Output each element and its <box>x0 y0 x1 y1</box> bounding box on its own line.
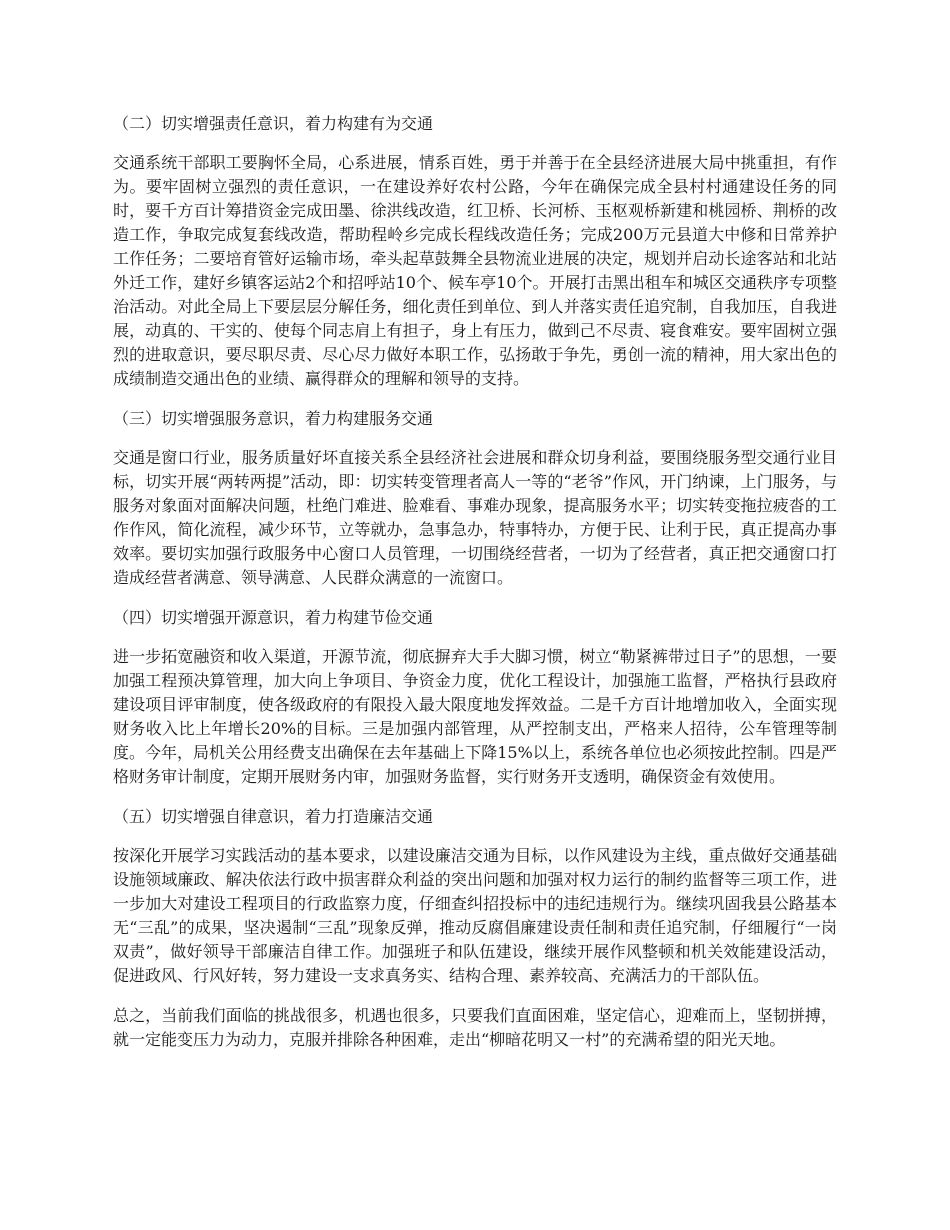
body-paragraph: 进一步拓宽融资和收入渠道，开源节流，彻底摒弃大手大脚习惯，树立“勒紧裤带过日子”的思想，一要加强工程预决算管理，加大向上争项目、争资金力度，优化工程设计，加强施工监督，严格执行县政府建设项目评审制度，使各级政府的有限投入最大限度地发挥效益。二是千方百计地增加收入，全面实现财务收入比上年增长20%的目标。三是加强内部管理，从严控制支出，严格来人招待，公车管理等制度。今年，局机关公用经费支出确保在去年基础上下降15%以上，系统各单位也必须按此控制。四是严格财务审计制度，定期开展财务内审，加强财务监督，实行财务开支透明，确保资金有效使用。 <box>113 647 837 786</box>
section-heading: （五）切实增强自律意识，着力打造廉洁交通 <box>113 807 434 826</box>
closing-paragraph: 总之，当前我们面临的挑战很多，机遇也很多，只要我们直面困难，坚定信心，迎难而上，坚韧拼搏，就一定能变压力为动力，克服并排除各种困难，走出“柳暗花明又一村”的充满希望的阳光天地。 <box>113 1006 837 1049</box>
section-heading: （四）切实增强开源意识，着力构建节俭交通 <box>113 608 434 627</box>
body-paragraph: 按深化开展学习实践活动的基本要求，以建设廉洁交通为目标，以作风建设为主线，重点做好交通基础设施领域廉政、解决依法行政中损害群众利益的突出问题和加强对权力运行的制约监督等三项工作，进一步加大对建设工程项目的行政监察力度，仔细查纠招投标中的违纪违规行为。继续巩固我县公路基本无“三乱”的成果，坚决遏制“三乱”现象反弹，推动反腐倡廉建设责任制和责任追究制，仔细履行“一岗双责”，做好领导干部廉洁自律工作。加强班子和队伍建设，继续开展作风整顿和机关效能建设活动，促进政风、行风好转，努力建设一支求真务实、结构合理、素养较高、充满活力的干部队伍。 <box>113 846 837 985</box>
document-body <box>113 112 837 1068</box>
section-heading: （二）切实增强责任意识，着力构建有为交通 <box>113 114 434 133</box>
body-paragraph: 交通是窗口行业，服务质量好坏直接关系全县经济社会进展和群众切身利益，要围绕服务型交通行业目标，切实开展“两转两提”活动，即：切实转变管理者高人一等的“老爷”作风，开门纳谏，上门服务，与服务对象面对面解决问题，杜绝门难进、脸难看、事难办现象，提高服务水平；切实转变拖拉疲沓的工作作风，简化流程，减少环节，立等就办，急事急办，特事特办，方便于民、让利于民，真正提高办事效率。要切实加强行政服务中心窗口人员管理，一切围绕经营者，一切为了经营者，真正把交通窗口打造成经营者满意、领导满意、人民群众满意的一流窗口。 <box>113 448 837 587</box>
section-heading: （三）切实增强服务意识，着力构建服务交通 <box>113 409 434 428</box>
body-paragraph: 交通系统干部职工要胸怀全局，心系进展，情系百姓，勇于并善于在全县经济进展大局中挑重担，有作为。要牢固树立强烈的责任意识，一在建设养好农村公路，今年在确保完成全县村村通建设任务的同时，要千方百计筹措资金完成田墨、徐洪线改造，红卫桥、长河桥、玉枢观桥新建和桃园桥、荆桥的改造工作，争取完成复套线改造，帮助程岭乡完成长程线改造任务；完成200万元县道大中修和日常养护工作任务；二要培育管好运输市场，牵头起草鼓舞全县物流业进展的决定，规划并启动长途客站和北站外迁工作，建好乡镇客运站2个和招呼站10个、候车亭10个。开展打击黑出租车和城区交通秩序专项整治活动。对此全局上下要层层分解任务，细化责任到单位、到人并落实责任追究制，自我加压，自我进展，动真的、干实的、使每个同志肩上有担子，身上有压力，做到己不尽责、寝食难安。要牢固树立强烈的进取意识，要尽职尽责、尽心尽力做好本职工作，弘扬敢于争先，勇创一流的精神，用大家出色的成绩制造交通出色的业绩、赢得群众的理解和领导的支持。 <box>113 153 837 388</box>
